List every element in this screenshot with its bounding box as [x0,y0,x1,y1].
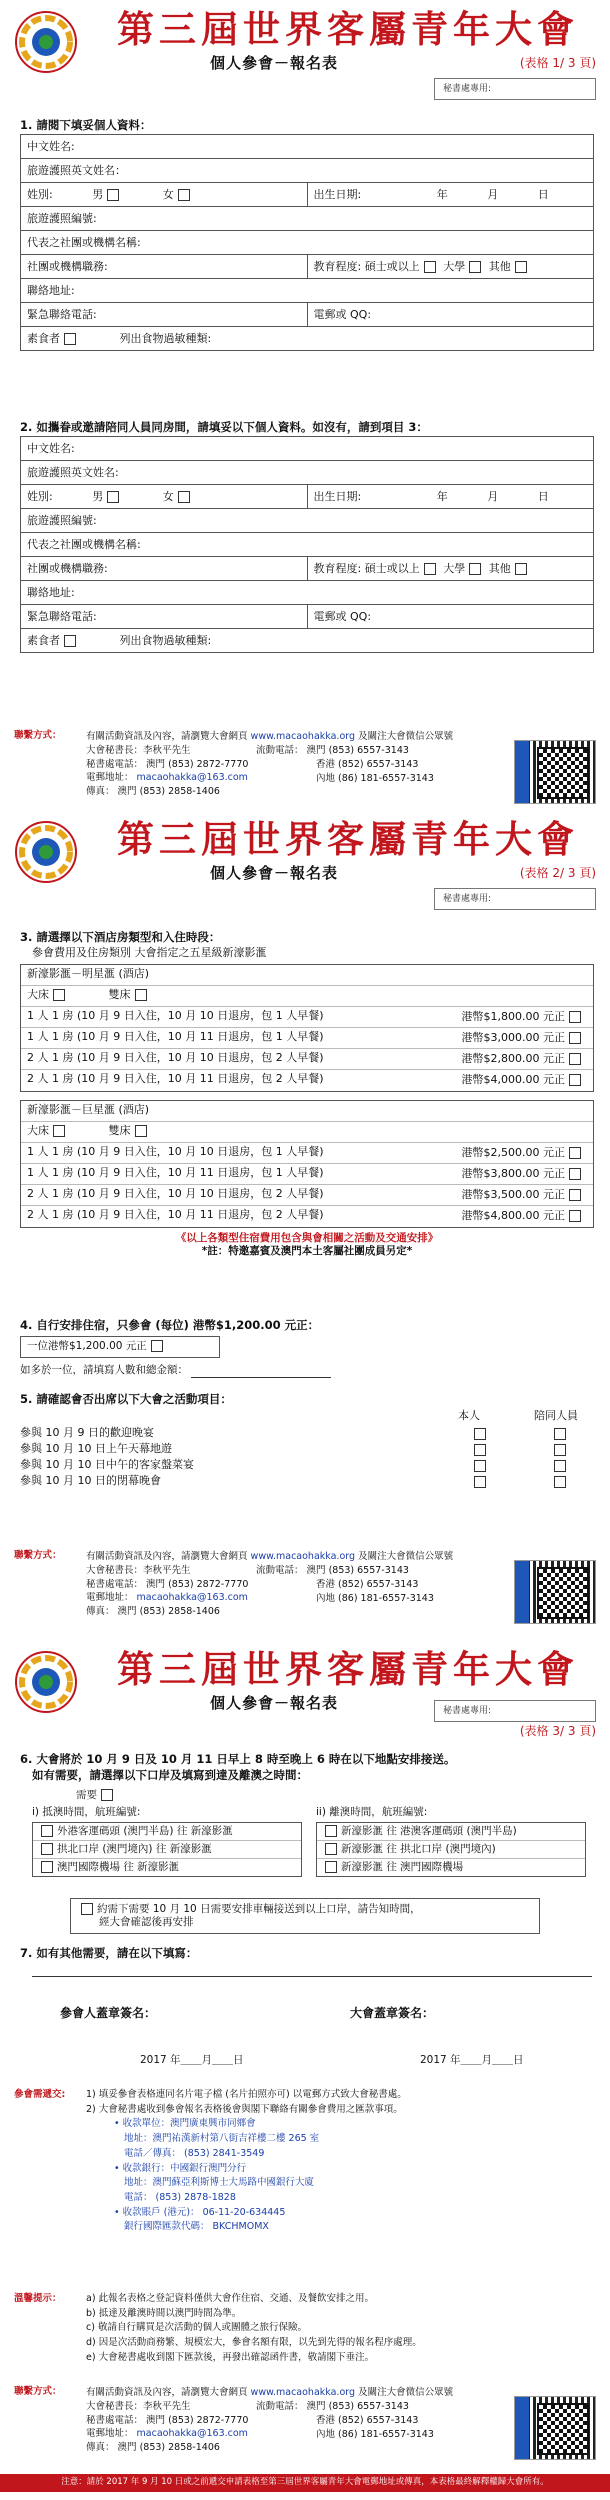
footer-notice: 注意：請於 2017 年 9 月 10 日或之前遞交申請表格至第三屆世界客屬青年大會電郵地址或傳真，本表格最終解釋權歸大會所有。 [0,2474,610,2492]
activity-row: 參與 10 月 10 日中午的客家盤菜宴 [20,1458,594,1474]
website-link[interactable]: www.macaohakka.org [250,731,356,742]
hotel-note: *註：特邀嘉賓及澳門本土客屬社團成員另定* [201,1245,413,1258]
section-hotel: 3. 請選擇以下酒店房類型和入住時段： 參會費用及住房類別 大會指定之五星級新濠影滙 新濠影滙－明星滙 (酒店) 大床 雙床 1 人 1 房 (10 月 9 日入住，10 月 10 日退房，包 1 人早餐) 港幣$1,800.00 元正 1 人 1 房 (10 月 9 日入住，10 月 11 日退房，包 1 人早餐) 港幣$3,000.00 元正 2 人 1 房 (10 月 9 日入住，10 月 10 日退房，包 2 人早餐) 港幣$2,800.00 元正 2 人 1 房 (10 月 9 日入住，10 月 11 日退房，包 2 人早餐) 港幣$4,000.00 元正 新濠影滙－巨星滙 (酒店) 大床 雙床 1 人 1 房 (10 月 9 日入住，10 月 10 日退房，包 1 人早餐) 港幣$2,500.00 元正 1 人 1 房 (10 月 9 日入住，10 月 11 日退房，包 1 人早餐) 港幣$3,800.00 元正 2 人 1 房 (10 月 9 日入住，10 月 10 日退房，包 2 人早餐) 港幣$3,500.00 元正 2 人 1 房 (10 月 9 日入住，10 月 11 日退房，包 2 人早餐) 港幣$4,800.00 元正 《以上各類型住宿費用包含與會相關之活動及交通安排》 *註：特邀嘉賓及澳門本土客屬社團成員另定* [20,930,594,1258]
organization-name-field[interactable]: 代表之社團或機構名稱: [21,533,594,557]
emergency-phone-field[interactable]: 緊急聯絡電話: [21,605,308,629]
chinese-name-field[interactable]: 中文姓名: [21,437,594,461]
page-subtitle: 個人參會－報名表 [210,54,339,72]
page-number-note: (表格 2/ 3 頁) [519,866,596,880]
other-checkbox[interactable] [515,261,527,273]
page-title: 第三屆世界客屬青年大會 [117,7,579,51]
passport-name-field[interactable]: 旅遊護照英文姓名： [21,159,594,183]
room-option[interactable]: 2 人 1 房 (10 月 9 日入住，10 月 10 日退房，包 2 人早餐) 港幣$2,800.00 元正 [21,1049,593,1070]
education-field[interactable]: 教育程度: 碩士或以上 大學 其他 [307,557,594,581]
activity-row: 參與 10 月 9 日的歡迎晚宴 [20,1426,594,1442]
room-option[interactable]: 2 人 1 房 (10 月 9 日入住，10 月 10 日退房，包 2 人早餐) 港幣$3,500.00 元正 [21,1185,593,1206]
office-use-box: 秘書處專用: [434,78,596,100]
section-activities: 5. 請確認會否出席以下大會之活動項目： 本人 陪同人員 參與 10 月 9 日的歡迎晚宴 參與 10 月 10 日上午天幕地遊 參與 10 月 10 日中午的客家盤菜宴 參與 10 月 10 日的閉幕晚會 [20,1392,594,1490]
contact-block: 聯繫方式： 有關活動資訊及內容，請瀏覽大會網頁 www.macaohakka.org 及關注大會微信公眾號 大會秘書長：李秋平先生 秘書處電話： 澳門 (853) 2872-7770 電郵地址： macaohakka@163.com 傳真： 澳門 (853) 2858-1406 流動電話： 澳門 (853) 6557-3143 香港 (852) 6557-3143 內地 (86) 181-6557-3143 [14,2386,596,2470]
need-transport-checkbox[interactable] [101,1789,113,1801]
wechat-qr-code-icon [514,740,596,804]
section-transport: 6. 大會將於 10 月 9 日及 10 月 11 日早上 8 時至晚上 6 時在以下地點安排接送。 如有需要，請選擇以下口岸及填寫到達及離澳之時間： 需要 i) 抵澳時間，航班編號: 外港客運碼頭 (澳門半島) 往 新濠影滙 拱北口岸 (澳門境內) 往 新濠影滙 澳門國際機場 往 新濠影滙 ii) 離澳時間，航班編號: 新濠影滙 往 港澳客運碼頭 (澳門半島) 新濠影滙 往 拱北口岸 (澳門境內) 新濠影滙 往 澳門國際機場 約需下需要 10 月 10 日需要安排車輛接送到以上口岸，請告知時間， 經大會確認後再安排 [20,1752,594,1934]
day-two-transport-note: 約需下需要 10 月 10 日需要安排車輛接送到以上口岸，請告知時間， 經大會確認後再安排 [70,1898,540,1934]
page-number-note: (表格 3/ 3 頁) [519,1724,596,1738]
activity-row: 參與 10 月 10 日上午天幕地遊 [20,1442,594,1458]
page-title: 第三屆世界客屬青年大會 [117,1647,579,1691]
office-use-box: 秘書處專用: [434,888,596,910]
female-checkbox[interactable] [178,491,190,503]
page-header [0,810,610,902]
chinese-name-field[interactable]: 中文姓名: [21,135,594,159]
arrival-option[interactable]: 拱北口岸 (澳門境內) 往 新濠影滙 [33,1841,301,1859]
conference-logo-icon [14,1650,78,1714]
room-option[interactable]: 2 人 1 房 (10 月 9 日入住，10 月 11 日退房，包 2 人早餐) 港幣$4,800.00 元正 [21,1206,593,1227]
page-subtitle: 個人參會－報名表 [210,864,339,882]
email-qq-field[interactable]: 電郵或 QQ: [307,605,594,629]
personal-info-table [20,134,594,351]
gender-field[interactable]: 姓別: 男 女 [21,485,308,509]
address-field[interactable]: 聯絡地址: [21,581,594,605]
wechat-qr-code-icon [514,1560,596,1624]
form-page-3 [0,1640,610,2500]
organization-position-field[interactable]: 社團或機構職務: [21,557,308,581]
form-page-2 [0,810,610,1640]
hotel-remark: 《以上各類型住宿費用包含與會相關之活動及交通安排》 [175,1232,439,1245]
diet-field[interactable]: 素食者 列出食物過敏種類: [21,629,594,653]
passport-number-field[interactable]: 旅遊護照編號: [21,207,594,231]
section-title: 1. 請閱下填妥個人資料： [20,118,152,132]
conference-logo-icon [14,10,78,74]
website-link[interactable]: www.macaohakka.org [250,1551,356,1562]
page-subtitle: 個人參會－報名表 [210,1694,339,1712]
wechat-qr-code-icon [514,2396,596,2460]
activity-row: 參與 10 月 10 日的閉幕晚會 [20,1474,594,1490]
vegetarian-checkbox[interactable] [64,333,76,345]
twin-bed-checkbox[interactable] [135,989,147,1001]
page-header [0,1640,610,1738]
email-link[interactable]: macaohakka@163.com [136,1592,248,1604]
address-field[interactable]: 聯絡地址: [21,279,594,303]
departure-option[interactable]: 新濠影滙 往 港澳客運碼頭 (澳門半島) [317,1823,585,1841]
departure-option[interactable]: 新濠影滙 往 拱北口岸 (澳門境內) [317,1841,585,1859]
section-self-accommodation: 4. 自行安排住宿，只參會 (每位) 港幣$1,200.00 元正： 一位港幣$1,200.00 元正 如多於一位，請填寫人數和總金額： [20,1318,594,1378]
dob-field[interactable]: 出生日期: 年 月 日 [307,183,594,207]
section-title: 2. 如攜眷或邀請陪同人員同房間，請填妥以下個人資料。如沒有，請到項目 3： [20,420,428,434]
conference-sign-date[interactable]: 2017 年＿＿月＿＿日 [420,2054,524,2066]
office-use-box: 秘書處專用: [434,1700,596,1722]
dob-field[interactable]: 出生日期: 年 月 日 [307,485,594,509]
university-checkbox[interactable] [469,261,481,273]
big-bed-checkbox[interactable] [53,989,65,1001]
male-checkbox[interactable] [107,189,119,201]
departure-option[interactable]: 新濠影滙 往 澳門國際機場 [317,1859,585,1876]
room-option[interactable]: 1 人 1 房 (10 月 9 日入住，10 月 11 日退房，包 1 人早餐) 港幣$3,800.00 元正 [21,1164,593,1185]
arrival-option[interactable]: 外港客運碼頭 (澳門半島) 往 新濠影滙 [33,1823,301,1841]
section-personal-info [20,118,594,351]
hotel-superstar-option: 新濠影滙－巨星滙 (酒店) 大床 雙床 1 人 1 房 (10 月 9 日入住，10 月 10 日退房，包 1 人早餐) 港幣$2,500.00 元正 1 人 1 房 (10 月 9 日入住，10 月 11 日退房，包 1 人早餐) 港幣$3,800.00 元正 2 人 1 房 (10 月 9 日入住，10 月 10 日退房，包 2 人早餐) 港幣$3,500.00 元正 2 人 1 房 (10 月 9 日入住，10 月 11 日退房，包 2 人早餐) 港幣$4,800.00 元正 [20,1100,594,1228]
form-page-1 [0,0,610,810]
page-header [0,0,610,92]
room-option[interactable]: 1 人 1 房 (10 月 9 日入住，10 月 10 日退房，包 1 人早餐) 港幣$1,800.00 元正 [21,1007,593,1028]
conference-logo-icon [14,820,78,884]
male-checkbox[interactable] [107,491,119,503]
room-option[interactable]: 1 人 1 房 (10 月 9 日入住，10 月 10 日退房，包 1 人早餐) 港幣$2,500.00 元正 [21,1143,593,1164]
companion-info-table [20,436,594,653]
emergency-phone-field[interactable]: 緊急聯絡電話: [21,303,308,327]
master-checkbox[interactable] [424,563,436,575]
page-title: 第三屆世界客屬青年大會 [117,817,579,861]
organization-position-field[interactable]: 社團或機構職務: [21,255,308,279]
passport-number-field[interactable]: 旅遊護照編號: [21,509,594,533]
big-bed-checkbox[interactable] [53,1125,65,1137]
one-person-option[interactable]: 一位港幣$1,200.00 元正 [20,1336,220,1358]
email-qq-field[interactable]: 電郵或 QQ: [307,303,594,327]
room-option[interactable]: 1 人 1 房 (10 月 9 日入住，10 月 11 日退房，包 1 人早餐) 港幣$3,000.00 元正 [21,1028,593,1049]
arrival-option[interactable]: 澳門國際機場 往 新濠影滙 [33,1859,301,1876]
page-number-note: (表格 1/ 3 頁) [519,56,596,70]
payment-info: 參會需遞交: 1) 填妥參會表格連同名片電子檔 (名片拍照亦可) 以電郵方式致大會秘書處。 2) 大會秘書處收到參會報名表格後會與閣下聯絡有關參會費用之匯款事項。 • 收款單位：澳門廣東興市同鄉會 地址：澳門祐漢新村第八街吉祥樓二樓 265 室 電話／傳真： (853) 2841-3549 • 收款銀行：中國銀行澳門分行 地址：澳門蘇亞利斯博士大馬路中國銀行大廈 電話： (853) 2878-1828 • 收款賬戶 (港元)： 06-11-20-634445 銀行國際匯款代碼： BKCHMOMX [14,2089,407,2233]
email-link[interactable]: macaohakka@163.com [136,772,248,784]
passport-name-field[interactable]: 旅遊護照英文姓名: [21,461,594,485]
signature-area: 參會人蓋章簽名： 大會蓋章簽名： 2017 年＿＿月＿＿日 2017 年＿＿月＿＿日 [60,2006,524,2066]
email-link[interactable]: macaohakka@163.com [136,2428,248,2440]
gender-field[interactable]: 姓別: 男 女 [21,183,308,207]
reminders: 溫馨提示： a) 此報名表格之登記資料僅供大會作住宿、交通、及餐飲安排之用。 b) 抵達及離澳時間以澳門時間為準。 c) 敬請自行購買是次活動的個人或團體之旅行保險。 d) 因是次活動商務繁、規模宏大，參會名額有限，以先到先得的報名程序處理。 e) 大會秘書處收到閣下匯款後，再發出確認函件書，敬請閣下垂注。 [14,2293,422,2363]
vegetarian-checkbox[interactable] [64,635,76,647]
twin-bed-checkbox[interactable] [135,1125,147,1137]
room-option[interactable]: 2 人 1 房 (10 月 9 日入住，10 月 11 日退房，包 2 人早餐) 港幣$4,000.00 元正 [21,1070,593,1091]
female-checkbox[interactable] [178,189,190,201]
website-link[interactable]: www.macaohakka.org [250,2387,356,2398]
contact-block: 聯繫方式： 有關活動資訊及內容，請瀏覽大會網頁 www.macaohakka.org 及關注大會微信公眾號 大會秘書長：李秋平先生 秘書處電話： 澳門 (853) 2872-7770 電郵地址： macaohakka@163.com 傳真： 澳門 (853) 2858-1406 流動電話： 澳門 (853) 6557-3143 香港 (852) 6557-3143 內地 (86) 181-6557-3143 [14,1550,596,1630]
master-checkbox[interactable] [424,261,436,273]
organization-name-field[interactable]: 代表之社團或機構名稱: [21,231,594,255]
section-other-needs: 7. 如有其他需要，請在以下填寫： [20,1946,594,1977]
education-field[interactable]: 教育程度: 碩士或以上 大學 其他 [307,255,594,279]
hotel-star-option: 新濠影滙－明星滙 (酒店) 大床 雙床 1 人 1 房 (10 月 9 日入住，10 月 10 日退房，包 1 人早餐) 港幣$1,800.00 元正 1 人 1 房 (10 月 9 日入住，10 月 11 日退房，包 1 人早餐) 港幣$3,000.00 元正 2 人 1 房 (10 月 9 日入住，10 月 10 日退房，包 2 人早餐) 港幣$2,800.00 元正 2 人 1 房 (10 月 9 日入住，10 月 11 日退房，包 2 人早餐) 港幣$4,000.00 元正 [20,964,594,1092]
participant-sign-date[interactable]: 2017 年＿＿月＿＿日 [140,2054,244,2066]
section-companion-info [20,420,594,653]
university-checkbox[interactable] [469,563,481,575]
contact-block: 聯繫方式： 有關活動資訊及內容，請瀏覽大會網頁 www.macaohakka.org 及關注大會微信公眾號 大會秘書長：李秋平先生 秘書處電話： 澳門 (853) 2872-7770 電郵地址： macaohakka@163.com 傳真： 澳門 (853) 2858-1406 流動電話： 澳門 (853) 6557-3143 香港 (852) 6557-3143 內地 (86) 181-6557-3143 [14,730,596,810]
diet-field[interactable]: 素食者 列出食物過敏種類: [21,327,594,351]
other-checkbox[interactable] [515,563,527,575]
